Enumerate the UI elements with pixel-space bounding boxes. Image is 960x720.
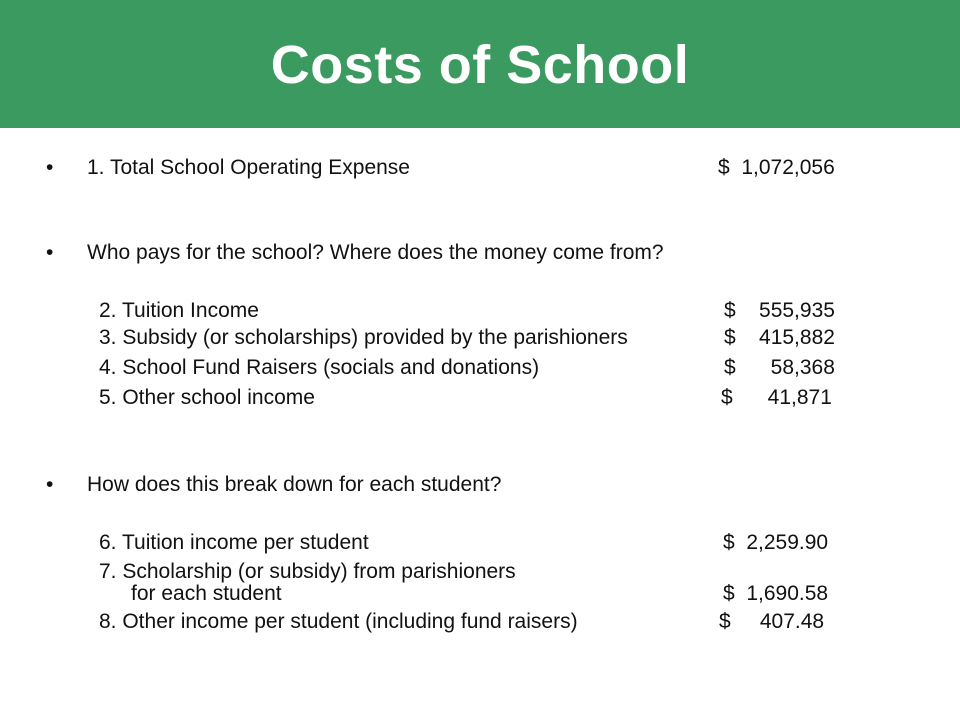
income-item-amount: $ 555,935 <box>724 299 835 322</box>
bullet-icon: • <box>46 473 54 496</box>
income-item-label: 4. School Fund Raisers (socials and donations) <box>99 356 540 379</box>
income-item-label: 5. Other school income <box>99 386 315 409</box>
title-banner <box>0 0 960 128</box>
bullet-icon: • <box>46 241 54 264</box>
funding-question: Who pays for the school? Where does the money come from? <box>87 241 664 264</box>
per-student-item-label: 6. Tuition income per student <box>99 531 369 554</box>
income-item-amount: $ 58,368 <box>724 356 835 379</box>
per-student-item-amount: $ 407.48 <box>719 610 825 633</box>
income-item-label: 2. Tuition Income <box>99 299 259 322</box>
income-item-label: 3. Subsidy (or scholarships) provided by the parishioners <box>99 326 628 349</box>
total-expense-amount: $ 1,072,056 <box>718 156 835 179</box>
total-expense-label: 1. Total School Operating Expense <box>87 156 410 179</box>
income-item-amount: $ 415,882 <box>724 326 835 349</box>
per-student-item-label: 7. Scholarship (or subsidy) from parishioners <box>99 560 516 583</box>
per-student-item-amount: $ 1,690.58 <box>723 582 829 605</box>
income-item-amount: $ 41,871 <box>721 386 832 409</box>
slide-title: Costs of School <box>270 35 690 95</box>
bullet-icon: • <box>46 156 54 179</box>
per-student-item-amount: $ 2,259.90 <box>723 531 829 554</box>
per-student-item-label-cont: for each student <box>131 582 282 605</box>
per-student-question: How does this break down for each student? <box>87 473 502 496</box>
per-student-item-label: 8. Other income per student (including fund raisers) <box>99 610 578 633</box>
